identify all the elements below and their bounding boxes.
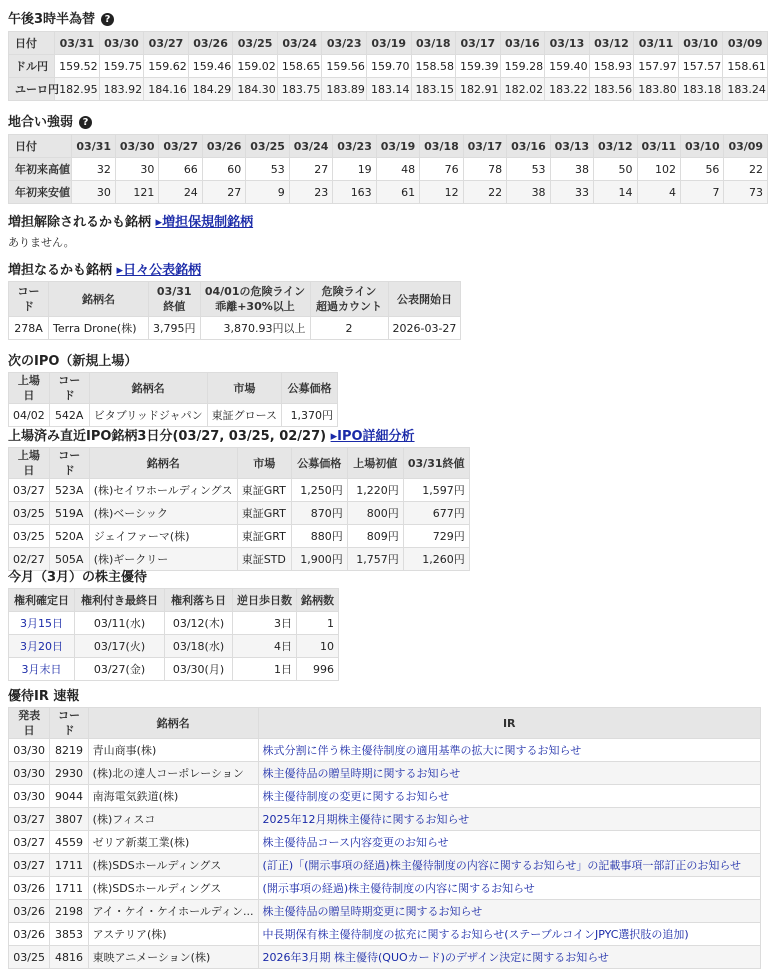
row-label: ドル円 [9, 55, 55, 78]
yutai-days-cell: 1日 [233, 658, 297, 681]
column-header: 公募価格 [282, 373, 338, 404]
date-column-header: 03/25 [246, 135, 289, 158]
yutaiir-ir-cell[interactable]: 株主優待品コース内容変更のお知らせ [258, 831, 760, 854]
column-header: 市場 [207, 373, 281, 404]
value-cell: 19 [333, 158, 376, 181]
date-header: 日付 [9, 135, 72, 158]
yutai-table [8, 588, 339, 681]
value-cell: 38 [507, 181, 550, 204]
yutaiir-date-cell: 03/26 [9, 877, 50, 900]
value-cell: 183.75 [277, 78, 322, 101]
recentipo-name-cell: (株)ギークリー [89, 548, 237, 571]
yutaiir-section-title: 優待IR 速報 [8, 689, 80, 704]
value-cell: 50 [594, 158, 637, 181]
yutaiir-name-cell: (株)SDSホールディングス [88, 877, 258, 900]
date-column-header: 03/27 [159, 135, 202, 158]
value-cell: 159.62 [144, 55, 189, 78]
value-cell: 157.97 [634, 55, 679, 78]
table-row [9, 635, 339, 658]
zotan-title: 増担なるかも銘柄 [8, 263, 113, 278]
value-cell: 183.56 [589, 78, 634, 101]
recentipo-date-cell: 03/25 [9, 525, 50, 548]
recentipo-date-cell: 02/27 [9, 548, 50, 571]
recentipo-first-cell: 809円 [347, 525, 403, 548]
value-cell: 184.29 [188, 78, 233, 101]
value-cell: 24 [159, 181, 202, 204]
yutaiir-code-cell: 2930 [50, 762, 88, 785]
value-cell: 184.16 [144, 78, 189, 101]
fx-table [8, 31, 768, 101]
yutaiir-date-cell: 03/27 [9, 831, 50, 854]
recentipo-close-cell: 677円 [403, 502, 469, 525]
yutaiir-ir-cell[interactable]: 2026年3月期 株主優待(QUOカード)のデザイン決定に関するお知らせ [258, 946, 760, 969]
yutaiir-ir-cell[interactable]: 株式分割に伴う株主優待制度の適用基準の拡大に関するお知らせ [258, 739, 760, 762]
yutaiir-name-cell: 南海電気鉄道(株) [88, 785, 258, 808]
value-cell: 61 [376, 181, 419, 204]
table-row [9, 612, 339, 635]
yutaiir-code-cell: 3853 [50, 923, 88, 946]
value-cell: 159.52 [55, 55, 100, 78]
date-column-header: 03/12 [589, 32, 634, 55]
recentipo-code-cell: 519A [49, 502, 89, 525]
recentipo-date-cell: 03/27 [9, 479, 50, 502]
recentipo-close-cell: 729円 [403, 525, 469, 548]
value-cell: 66 [159, 158, 202, 181]
value-cell: 32 [72, 158, 115, 181]
yutaiir-ir-cell[interactable]: 2025年12月期株主優待に関するお知らせ [258, 808, 760, 831]
yutai-last-cell: 03/27(金) [75, 658, 165, 681]
nextipo-section-title: 次のIPO（新規上場） [8, 354, 138, 369]
yutai-count-cell: 996 [297, 658, 339, 681]
yutai-ochi-cell: 03/12(木) [165, 612, 233, 635]
value-cell: 22 [463, 181, 506, 204]
column-header: 市場 [237, 448, 291, 479]
value-cell: 30 [72, 181, 115, 204]
value-cell: 76 [420, 158, 463, 181]
column-header: 公表開始日 [388, 282, 461, 317]
table-row [9, 404, 338, 427]
nextipo-code-cell: 542A [49, 404, 89, 427]
value-cell: 22 [724, 158, 768, 181]
date-column-header: 03/10 [680, 135, 723, 158]
yutaiir-ir-cell[interactable]: (開示事項の経過)株主優待制度の内容に関するお知らせ [258, 877, 760, 900]
date-column-header: 03/24 [289, 135, 332, 158]
yutaiir-ir-cell[interactable]: 株主優待品の贈呈時期に関するお知らせ [258, 762, 760, 785]
column-header: コード [50, 708, 88, 739]
value-cell: 158.93 [589, 55, 634, 78]
zotan-link[interactable]: ▸日々公表銘柄 [116, 263, 202, 278]
recentipo-first-cell: 1,757円 [347, 548, 403, 571]
value-cell: 33 [550, 181, 593, 204]
value-cell: 182.02 [500, 78, 545, 101]
fx-section-title [8, 8, 114, 27]
zotan-close-cell: 3,795円 [149, 317, 201, 340]
value-cell: 184.30 [233, 78, 278, 101]
column-header: 上場初値 [347, 448, 403, 479]
column-header: 銘柄名 [89, 448, 237, 479]
nextipo-date-cell: 04/02 [9, 404, 50, 427]
yutai-section-title: 今月（3月）の株主優待 [8, 570, 148, 585]
yutaiir-code-cell: 3807 [50, 808, 88, 831]
value-cell: 30 [115, 158, 158, 181]
value-cell: 159.39 [456, 55, 501, 78]
recentipo-name-cell: (株)セイワホールディングス [89, 479, 237, 502]
yutaiir-name-cell: (株)フィスコ [88, 808, 258, 831]
table-row [9, 900, 761, 923]
header-row [9, 589, 339, 612]
recentipo-first-cell: 1,220円 [347, 479, 403, 502]
recentipo-link[interactable]: ▸IPO詳細分析 [330, 429, 415, 444]
table-row [9, 946, 761, 969]
recentipo-name-cell: (株)ベーシック [89, 502, 237, 525]
column-header: 上場日 [9, 373, 50, 404]
yutaiir-code-cell: 1711 [50, 854, 88, 877]
column-header: 銘柄名 [49, 282, 149, 317]
date-column-header: 03/18 [411, 32, 456, 55]
table-row [9, 525, 470, 548]
recentipo-close-cell: 1,597円 [403, 479, 469, 502]
table-row [9, 78, 768, 101]
date-column-header: 03/10 [678, 32, 723, 55]
date-column-header: 03/19 [366, 32, 411, 55]
value-cell: 159.02 [233, 55, 278, 78]
zotan-count-cell: 2 [310, 317, 388, 340]
recentipo-code-cell: 523A [49, 479, 89, 502]
date-column-header: 03/16 [507, 135, 550, 158]
table-row [9, 658, 339, 681]
column-header: 03/31 終値 [149, 282, 201, 317]
zotan-code-cell: 278A [9, 317, 49, 340]
value-cell: 183.14 [366, 78, 411, 101]
value-cell: 159.56 [322, 55, 367, 78]
date-column-header: 03/23 [322, 32, 367, 55]
zotan-start-cell: 2026-03-27 [388, 317, 461, 340]
column-header: 権利付き最終日 [75, 589, 165, 612]
yutai-kakutei-cell[interactable]: 3月20日 [9, 635, 75, 658]
recentipo-market-cell: 東証STD [237, 548, 291, 571]
table-row [9, 923, 761, 946]
recentipo-first-cell: 800円 [347, 502, 403, 525]
value-cell: 183.92 [99, 78, 144, 101]
date-header: 日付 [9, 32, 55, 55]
value-cell: 182.91 [456, 78, 501, 101]
yutaiir-name-cell: 青山商事(株) [88, 739, 258, 762]
date-column-header: 03/30 [115, 135, 158, 158]
table-row [9, 762, 761, 785]
value-cell: 159.75 [99, 55, 144, 78]
recentipo-price-cell: 880円 [291, 525, 347, 548]
date-column-header: 03/18 [420, 135, 463, 158]
yutaiir-name-cell: (株)SDSホールディングス [88, 854, 258, 877]
yutai-last-cell: 03/17(火) [75, 635, 165, 658]
value-cell: 27 [202, 181, 245, 204]
date-column-header: 03/25 [233, 32, 278, 55]
header-row [9, 708, 761, 739]
yutaiir-date-cell: 03/25 [9, 946, 50, 969]
column-header: 銘柄名 [89, 373, 207, 404]
yutaiir-ir-cell[interactable]: 中長期保有株主優待制度の拡充に関するお知らせ(ステーブルコインJPYC選択肢の追加) [258, 923, 760, 946]
value-cell: 53 [507, 158, 550, 181]
yutaiir-code-cell: 4559 [50, 831, 88, 854]
release-title: 増担解除されるかも銘柄 [8, 215, 152, 230]
table-row [9, 785, 761, 808]
yutaiir-name-cell: アイ・ケイ・ケイホールディン... [88, 900, 258, 923]
date-column-header: 03/31 [55, 32, 100, 55]
date-column-header: 03/19 [376, 135, 419, 158]
recentipo-code-cell: 505A [49, 548, 89, 571]
value-cell: 158.61 [723, 55, 768, 78]
column-header: 逆日歩日数 [233, 589, 297, 612]
header-row [9, 373, 338, 404]
yutaiir-code-cell: 8219 [50, 739, 88, 762]
recentipo-code-cell: 520A [49, 525, 89, 548]
recentipo-close-cell: 1,260円 [403, 548, 469, 571]
value-cell: 23 [289, 181, 332, 204]
value-cell: 183.89 [322, 78, 367, 101]
table-row [9, 317, 461, 340]
value-cell: 159.70 [366, 55, 411, 78]
release-link[interactable]: ▸増担保規制銘柄 [155, 215, 254, 230]
yutaiir-name-cell: アステリア(株) [88, 923, 258, 946]
value-cell: 183.22 [545, 78, 590, 101]
value-cell: 73 [724, 181, 768, 204]
row-label: ユーロ円 [9, 78, 55, 101]
value-cell: 7 [680, 181, 723, 204]
yutaiir-date-cell: 03/26 [9, 900, 50, 923]
value-cell: 159.40 [545, 55, 590, 78]
nextipo-table [8, 372, 338, 427]
zotan-section-title [8, 259, 201, 278]
table-row [9, 831, 761, 854]
yutaiir-date-cell: 03/30 [9, 739, 50, 762]
value-cell: 159.46 [188, 55, 233, 78]
value-cell: 183.18 [678, 78, 723, 101]
zotan-name-cell: Terra Drone(株) [49, 317, 149, 340]
help-icon[interactable]: ? [79, 116, 92, 129]
recentipo-name-cell: ジェイファーマ(株) [89, 525, 237, 548]
nextipo-name-cell: ビタブリッドジャパン [89, 404, 207, 427]
release-section-title [8, 211, 253, 230]
value-cell: 102 [637, 158, 680, 181]
row-label: 年初来安値 [9, 181, 72, 204]
date-column-header: 03/24 [277, 32, 322, 55]
nextipo-price-cell: 1,370円 [282, 404, 338, 427]
yutaiir-date-cell: 03/30 [9, 785, 50, 808]
date-column-header: 03/09 [723, 32, 768, 55]
column-header: 上場日 [9, 448, 50, 479]
value-cell: 9 [246, 181, 289, 204]
date-column-header: 03/17 [463, 135, 506, 158]
zotan-table [8, 281, 461, 340]
fx-title: 午後3時半為替 [8, 12, 96, 27]
yutai-count-cell: 1 [297, 612, 339, 635]
recentipo-price-cell: 1,250円 [291, 479, 347, 502]
column-header: コード [49, 373, 89, 404]
yutai-ochi-cell: 03/30(月) [165, 658, 233, 681]
date-column-header: 03/13 [550, 135, 593, 158]
value-cell: 60 [202, 158, 245, 181]
yutaiir-date-cell: 03/26 [9, 923, 50, 946]
column-header: 銘柄数 [297, 589, 339, 612]
yutai-count-cell: 10 [297, 635, 339, 658]
value-cell: 53 [246, 158, 289, 181]
value-cell: 4 [637, 181, 680, 204]
date-column-header: 03/12 [594, 135, 637, 158]
table-row [9, 854, 761, 877]
release-empty-text: ありません。 [8, 236, 75, 249]
value-cell: 27 [289, 158, 332, 181]
row-label: 年初来高値 [9, 158, 72, 181]
yutaiir-date-cell: 03/27 [9, 808, 50, 831]
value-cell: 183.80 [634, 78, 679, 101]
value-cell: 48 [376, 158, 419, 181]
yutaiir-code-cell: 9044 [50, 785, 88, 808]
yutaiir-date-cell: 03/30 [9, 762, 50, 785]
value-cell: 159.28 [500, 55, 545, 78]
value-cell: 78 [463, 158, 506, 181]
jiai-title: 地合い強弱 [8, 115, 74, 130]
table-row [9, 55, 768, 78]
table-row [9, 181, 768, 204]
date-column-header: 03/11 [637, 135, 680, 158]
yutaiir-code-cell: 2198 [50, 900, 88, 923]
yutai-days-cell: 3日 [233, 612, 297, 635]
date-column-header: 03/30 [99, 32, 144, 55]
table-row [9, 479, 470, 502]
date-column-header: 03/26 [188, 32, 233, 55]
column-header: 銘柄名 [88, 708, 258, 739]
date-column-header: 03/11 [634, 32, 679, 55]
yutai-kakutei-cell[interactable]: 3月15日 [9, 612, 75, 635]
value-cell: 158.58 [411, 55, 456, 78]
table-row [9, 739, 761, 762]
date-column-header: 03/17 [456, 32, 501, 55]
recentipo-market-cell: 東証GRT [237, 502, 291, 525]
recentipo-market-cell: 東証GRT [237, 525, 291, 548]
column-header: 権利確定日 [9, 589, 75, 612]
recentipo-price-cell: 870円 [291, 502, 347, 525]
header-row [9, 448, 470, 479]
yutaiir-table [8, 707, 761, 969]
value-cell: 12 [420, 181, 463, 204]
yutaiir-code-cell: 1711 [50, 877, 88, 900]
yutaiir-code-cell: 4816 [50, 946, 88, 969]
column-header: 発表日 [9, 708, 50, 739]
column-header: IR [258, 708, 760, 739]
yutaiir-date-cell: 03/27 [9, 854, 50, 877]
value-cell: 183.15 [411, 78, 456, 101]
help-icon[interactable]: ? [101, 13, 114, 26]
value-cell: 163 [333, 181, 376, 204]
date-column-header: 03/27 [144, 32, 189, 55]
yutaiir-name-cell: 東映アニメーション(株) [88, 946, 258, 969]
value-cell: 121 [115, 181, 158, 204]
yutai-last-cell: 03/11(水) [75, 612, 165, 635]
nextipo-market-cell: 東証グロース [207, 404, 281, 427]
header-row [9, 32, 768, 55]
column-header: 危険ライン 超過カウント [310, 282, 388, 317]
table-row [9, 877, 761, 900]
yutai-ochi-cell: 03/18(水) [165, 635, 233, 658]
date-column-header: 03/26 [202, 135, 245, 158]
recentipo-section-title [8, 425, 415, 444]
value-cell: 14 [594, 181, 637, 204]
column-header: 04/01の危険ライン 乖離+30%以上 [200, 282, 310, 317]
yutaiir-name-cell: ゼリア新薬工業(株) [88, 831, 258, 854]
jiai-section-title [8, 111, 92, 130]
yutaiir-ir-cell[interactable]: 株主優待品の贈呈時期変更に関するお知らせ [258, 900, 760, 923]
yutaiir-ir-cell[interactable]: 株主優待制度の変更に関するお知らせ [258, 785, 760, 808]
recentipo-market-cell: 東証GRT [237, 479, 291, 502]
zotan-line-cell: 3,870.93円以上 [200, 317, 310, 340]
yutai-days-cell: 4日 [233, 635, 297, 658]
column-header: コード [9, 282, 49, 317]
column-header: 権利落ち日 [165, 589, 233, 612]
header-row [9, 282, 461, 317]
value-cell: 38 [550, 158, 593, 181]
table-row [9, 158, 768, 181]
recentipo-table [8, 447, 470, 571]
yutaiir-name-cell: (株)北の達人コーポレーション [88, 762, 258, 785]
value-cell: 158.65 [277, 55, 322, 78]
yutaiir-ir-cell[interactable]: (訂正)「(開示事項の経過)株主優待制度の内容に関するお知らせ」の記載事項一部訂正のお知らせ [258, 854, 760, 877]
recentipo-date-cell: 03/25 [9, 502, 50, 525]
recentipo-title: 上場済み直近IPO銘柄3日分(03/27, 03/25, 02/27) [8, 429, 327, 444]
date-column-header: 03/09 [724, 135, 768, 158]
date-column-header: 03/16 [500, 32, 545, 55]
recentipo-price-cell: 1,900円 [291, 548, 347, 571]
table-row [9, 808, 761, 831]
value-cell: 183.24 [723, 78, 768, 101]
yutai-kakutei-cell[interactable]: 3月末日 [9, 658, 75, 681]
date-column-header: 03/31 [72, 135, 115, 158]
value-cell: 56 [680, 158, 723, 181]
jiai-table [8, 134, 768, 204]
value-cell: 182.95 [55, 78, 100, 101]
column-header: 03/31終値 [403, 448, 469, 479]
column-header: 公募価格 [291, 448, 347, 479]
column-header: コード [49, 448, 89, 479]
table-row [9, 502, 470, 525]
date-column-header: 03/13 [545, 32, 590, 55]
header-row [9, 135, 768, 158]
value-cell: 157.57 [678, 55, 723, 78]
date-column-header: 03/23 [333, 135, 376, 158]
